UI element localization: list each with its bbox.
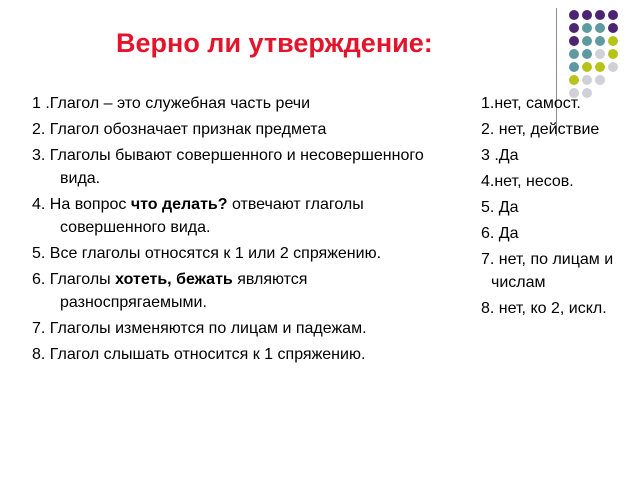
decorative-dot bbox=[582, 62, 592, 72]
answer-item: 5. Да bbox=[481, 199, 519, 216]
statement-item bbox=[32, 144, 452, 190]
statement-emphasis: что делать? bbox=[130, 196, 228, 213]
decorative-dot bbox=[569, 10, 579, 20]
statement-text: отвечают глаголы совершенного вида. bbox=[60, 196, 364, 236]
answer-item: 6. Да bbox=[481, 225, 519, 242]
decorative-dot bbox=[595, 36, 605, 46]
decorative-dot bbox=[608, 10, 618, 20]
decorative-dot bbox=[608, 23, 618, 33]
statement-text: 5. Все глаголы относятся к 1 или 2 спряжению. bbox=[32, 245, 382, 262]
statement-emphasis: хотеть, бежать bbox=[115, 271, 233, 288]
answer-item: 3 .Да bbox=[481, 147, 519, 164]
statements-list bbox=[32, 92, 452, 369]
decorative-dot bbox=[582, 49, 592, 59]
statement-text: 1 .Глагол – это служебная часть речи bbox=[32, 95, 311, 112]
statement-text: 8. Глагол слышать относится к 1 спряжению. bbox=[32, 346, 366, 363]
decorative-dot bbox=[608, 36, 618, 46]
statement-item bbox=[32, 317, 452, 340]
answer-item: 2. нет, действие bbox=[481, 121, 600, 138]
answers-list bbox=[481, 92, 631, 323]
answer-item: 8. нет, ко 2, искл. bbox=[481, 300, 607, 317]
decorative-dot bbox=[582, 23, 592, 33]
decorative-dot bbox=[595, 10, 605, 20]
statement-item bbox=[32, 92, 452, 115]
statement-text: 4. На вопрос bbox=[32, 196, 131, 213]
statement-item bbox=[32, 242, 452, 265]
decorative-dot bbox=[582, 36, 592, 46]
decorative-dot bbox=[595, 49, 605, 59]
decorative-dot bbox=[595, 75, 605, 85]
statement-item bbox=[32, 193, 452, 239]
answer-item: 4.нет, несов. bbox=[481, 173, 574, 190]
statement-item bbox=[32, 268, 452, 314]
statement-text: являются разноспрягаемыми. bbox=[60, 271, 308, 311]
slide-title: Верно ли утверждение: bbox=[116, 28, 433, 58]
decorative-dot bbox=[608, 62, 618, 72]
decorative-dot bbox=[569, 36, 579, 46]
decorative-dot bbox=[608, 49, 618, 59]
answer-item: 1.нет, самост. bbox=[481, 95, 581, 112]
answer-item: 7. нет, по лицам и числам bbox=[481, 251, 614, 291]
decorative-dot bbox=[595, 23, 605, 33]
statement-text: 6. Глаголы bbox=[32, 271, 116, 288]
decorative-dot bbox=[582, 10, 592, 20]
statement-text: 7. Глаголы изменяются по лицам и падежам. bbox=[32, 320, 367, 337]
decorative-dot bbox=[569, 75, 579, 85]
decorative-dot bbox=[569, 49, 579, 59]
statement-item bbox=[32, 343, 452, 366]
decorative-dot bbox=[569, 23, 579, 33]
statement-text: 2. Глагол обозначает признак предмета bbox=[32, 121, 327, 138]
decorative-dot bbox=[569, 62, 579, 72]
decorative-dot bbox=[595, 62, 605, 72]
decorative-dot bbox=[582, 75, 592, 85]
statement-item bbox=[32, 118, 452, 141]
statement-text: 3. Глаголы бывают совершенного и несовершенного вида. bbox=[32, 147, 424, 187]
